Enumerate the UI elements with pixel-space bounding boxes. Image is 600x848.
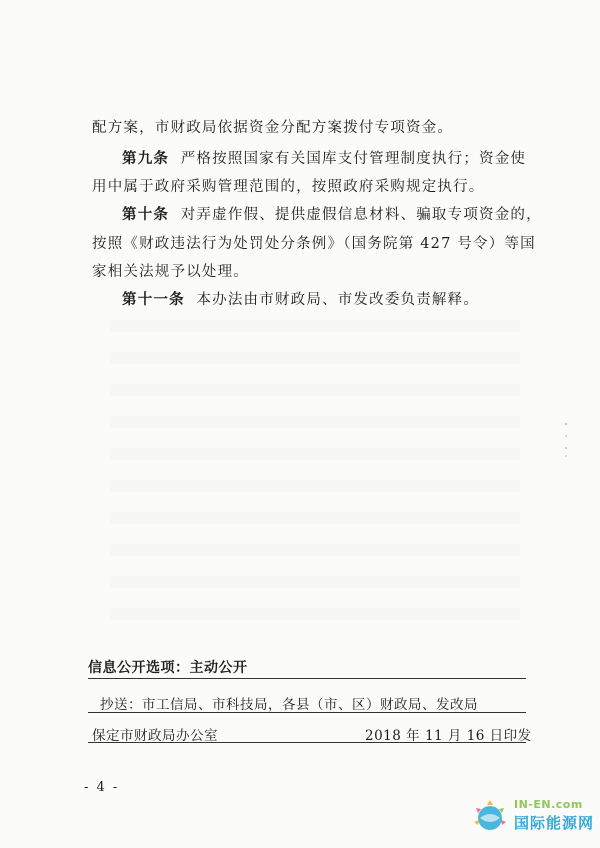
- article-11: [122, 291, 479, 309]
- footer-rule-bottom: [88, 742, 526, 743]
- scan-specks: [563, 420, 569, 460]
- watermark: [470, 792, 595, 842]
- article-10: [122, 206, 542, 224]
- issuing-office: 保定市财政局办公室: [92, 728, 218, 744]
- body-line-1: 配方案，市财政局依据资金分配方案拨付专项资金。: [92, 120, 454, 136]
- article-11-text: 本办法由市财政局、市发改委负责解释。: [196, 292, 480, 308]
- cc-list: 抄送：市工信局、市科技局，各县（市、区）财政局、发改局: [100, 697, 478, 713]
- article-10-text: 对弄虚作假、提供虚假信息材料、骗取专项资金的，: [180, 207, 542, 223]
- show-through-texture: [110, 320, 520, 640]
- info-disclosure-option: 信息公开选项：主动公开: [88, 660, 248, 676]
- footer-rule-middle: [88, 712, 526, 713]
- issue-date: 2018 年 11 月 16 日印发: [365, 728, 532, 744]
- footer-rule-top: [88, 678, 526, 679]
- page-number: - 4 -: [84, 780, 120, 795]
- article-9: [122, 150, 526, 168]
- body-line-5: 按照《财政违法行为处罚处分条例》（国务院第 427 号令）等国: [92, 236, 536, 252]
- globe-leaf-logo-icon: [470, 796, 510, 836]
- watermark-site-en: IN-EN.com: [514, 798, 583, 811]
- article-11-heading: 第十一条: [122, 291, 185, 308]
- watermark-site-cn: 国际能源网: [514, 814, 595, 832]
- article-10-heading: 第十条: [122, 206, 170, 223]
- article-9-heading: 第九条: [122, 150, 170, 167]
- article-9-text: 严格按照国家有关国库支付管理制度执行；资金使: [180, 151, 527, 167]
- body-line-6: 家相关法规予以处理。: [92, 264, 249, 280]
- body-line-3: 用中属于政府采购管理范围的，按照政府采购规定执行。: [92, 179, 485, 195]
